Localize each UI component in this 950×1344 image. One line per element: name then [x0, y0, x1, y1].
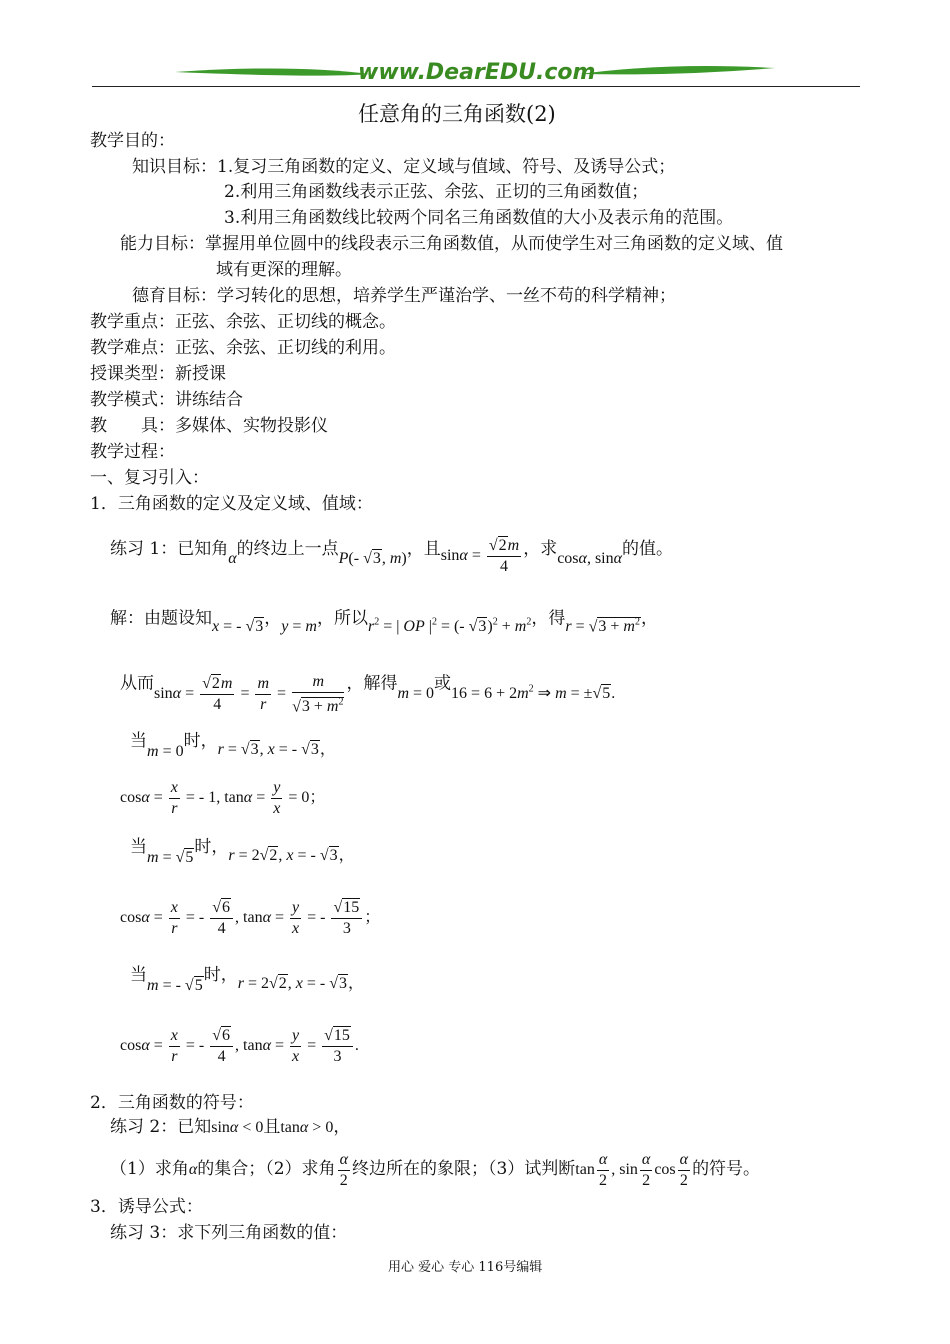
- exercise-3: 练习 3：求下列三角函数的值：: [110, 1223, 348, 1243]
- case-3-result: cosα = $\frac{x}{r}$ = - $\frac{√6}{4}$ , tanα = $\frac{y}{x}$ = $\frac{√15}{3}$ .: [120, 1027, 359, 1065]
- case-2-condition: 当m = √5时，r = 2√2, x = - √3，: [130, 837, 355, 866]
- page-footer: 用心 爱心 专心 116号编辑: [388, 1260, 543, 1275]
- exercise-2-questions: （1）求角α的集合；（2）求角 $\frac{\alpha}{2}$ 终边所在的象限；（3）试判断tan $\frac{\alpha}{2}$ , sin $\frac{\alpha}{2}$ cos $\frac{\alpha}{2}$ 的符号。: [110, 1151, 761, 1189]
- solution-line: 解：由题设知x = - √3，y = m，所以$r^2$ = | OP $|^2$ = (- $√3)^2 + m^2$，得$r = √3 + m^2$，: [110, 608, 658, 636]
- case-2-result: cosα = $\frac{x}{r}$ = - $\frac{√6}{4}$ , tanα = $\frac{y}{x}$ = - $\frac{√15}{3}$ ；: [120, 899, 381, 937]
- exercise-2: 练习 2：已知sinα < 0且tanα > 0，: [110, 1117, 351, 1137]
- difficult-points: 教学难点：正弦、余弦、正切线的利用。: [90, 338, 396, 358]
- case-1-condition: 当m = 0时，r = √3, x = - √3，: [130, 731, 336, 760]
- section-review: 一、复习引入：: [90, 468, 209, 488]
- moral-goal: 德育目标：学习转化的思想，培养学生严谨治学、一丝不苟的科学精神；: [132, 286, 676, 306]
- page-title: 任意角的三角函数(2): [358, 102, 556, 126]
- item-induction: 3．诱导公式：: [90, 1197, 203, 1217]
- process-heading: 教学过程：: [90, 442, 175, 462]
- case-1-result: cosα = $\frac{x}{r}$ = - 1, tanα = $\frac{y}{x}$ = 0；: [120, 779, 326, 817]
- knowledge-goal-1: 知识目标：1.复习三角函数的定义、定义域与值域、符号、及诱导公式；: [132, 157, 676, 177]
- knowledge-goal-2: 2.利用三角函数线表示正弦、余弦、正切的三角函数值；: [224, 182, 649, 202]
- lesson-type: 授课类型：新授课: [90, 364, 226, 384]
- key-points: 教学重点：正弦、余弦、正切线的概念。: [90, 312, 396, 332]
- header-rule: [92, 86, 860, 87]
- teaching-mode: 教学模式：讲练结合: [90, 390, 243, 410]
- derivation-line: 从而sinα = $\frac{√2m}{4}$ = $\frac{m}{r}$ = $\frac{m}{√3 + m^2}$ ，解得m = 0或$16 = 6 + 2m^2$ ⇒ m = ±√5.: [120, 673, 616, 716]
- exercise-1: 练习 1：已知角α的终边上一点P(- √3, m)，且sinα = $\frac{√2m}{4}$ ，求cosα, sinα的值。: [110, 537, 674, 575]
- logo-text: www.DearEDU.com: [358, 60, 596, 85]
- ability-goal-1: 能力目标：掌握用单位圆中的线段表示三角函数值，从而使学生对三角函数的定义域、值: [120, 234, 783, 254]
- item-signs: 2．三角函数的符号：: [90, 1093, 254, 1113]
- item-definition: 1．三角函数的定义及定义域、值域：: [90, 494, 373, 514]
- teaching-tools: 教 具：多媒体、实物投影仪: [90, 416, 328, 436]
- goal-heading: 教学目的：: [90, 131, 175, 151]
- case-3-condition: 当m = - √5时，r = 2√2, x = - √3，: [130, 965, 365, 994]
- knowledge-goal-3: 3.利用三角函数线比较两个同名三角函数值的大小及表示角的范围。: [224, 208, 734, 228]
- ability-goal-2: 域有更深的理解。: [216, 260, 352, 280]
